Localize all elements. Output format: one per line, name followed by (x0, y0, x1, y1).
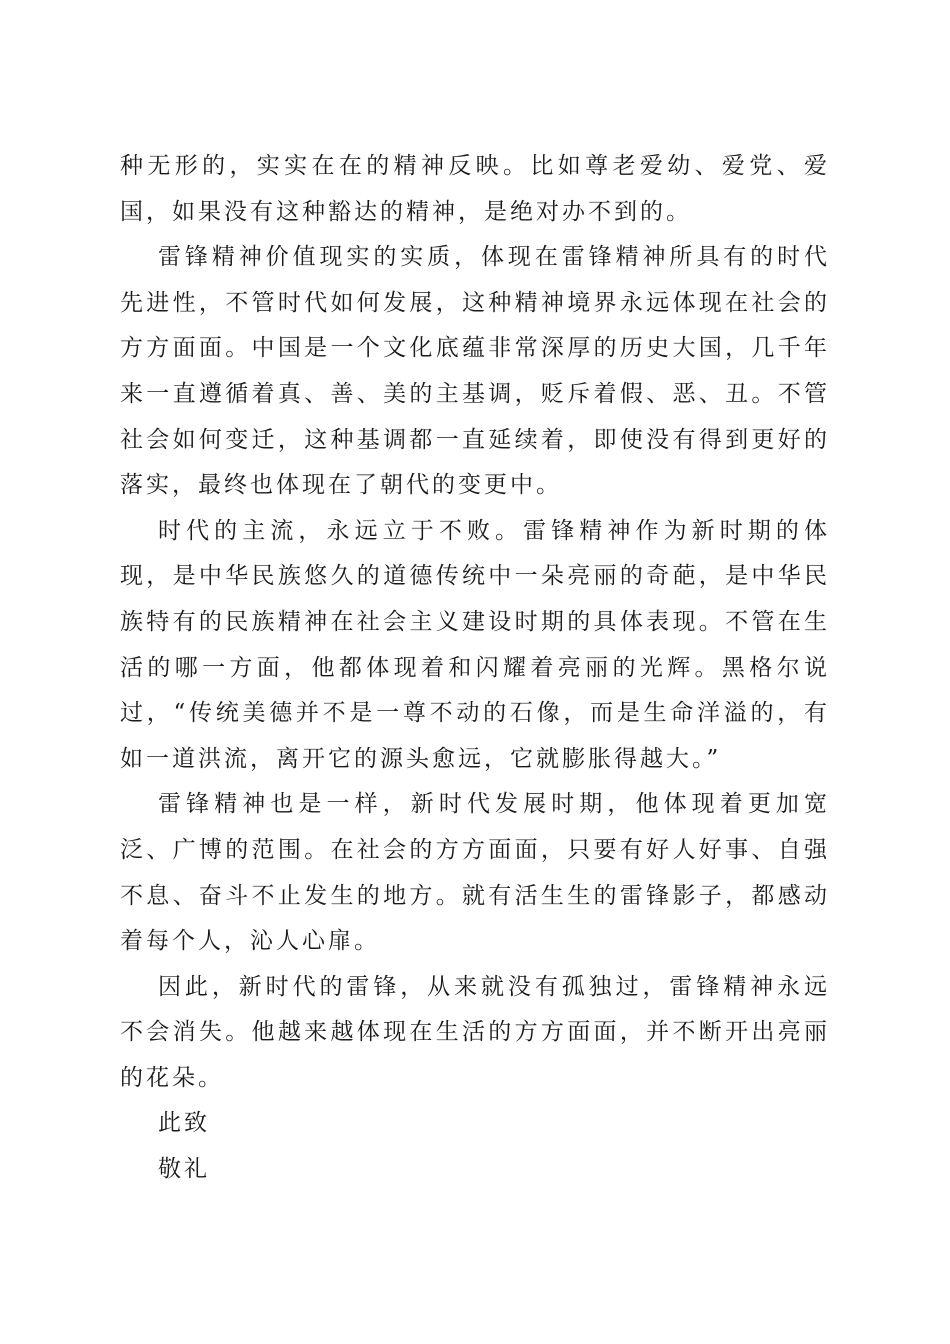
paragraph-5: 因此，新时代的雷锋，从来就没有孤独过，雷锋精神永远不会消失。他越来越体现在生活的方方面面，并不断开出亮丽的花朵。 (120, 973, 830, 1091)
paragraph-3: 时代的主流，永远立于不败。雷锋精神作为新时期的体现，是中华民族悠久的道德传统中一朵亮丽的奇葩，是中华民族特有的民族精神在社会主义建设时期的具体表现。不管在生活的哪一方面，他都体现着和闪耀着亮丽的光辉。黑格尔说过，“传统美德并不是一尊不动的石像，而是生命洋溢的，有如一道洪流，离开它的源头愈远，它就膨胀得越大。” (120, 517, 830, 772)
paragraph-2: 雷锋精神价值现实的实质，体现在雷锋精神所具有的时代先进性，不管时代如何发展，这种精神境界永远体现在社会的方方面面。中国是一个文化底蕴非常深厚的历史大国，几千年来一直遵循着真、善、美的主基调，贬斥着假、恶、丑。不管社会如何变迁，这种基调都一直延续着，即使没有得到更好的落实，最终也体现在了朝代的变更中。 (120, 244, 830, 499)
document-body (120, 144, 830, 1193)
closing-salute: 敬礼 (158, 1156, 210, 1183)
paragraph-1: 种无形的，实实在在的精神反映。比如尊老爱幼、爱党、爱国，如果没有这种豁达的精神，是绝对办不到的。 (120, 153, 830, 225)
closing-greeting: 此致 (158, 1110, 210, 1137)
paragraph-4: 雷锋精神也是一样，新时代发展时期，他体现着更加宽泛、广博的范围。在社会的方方面面，只要有好人好事、自强不息、奋斗不止发生的地方。就有活生生的雷锋影子，都感动着每个人，沁人心扉。 (120, 791, 830, 955)
